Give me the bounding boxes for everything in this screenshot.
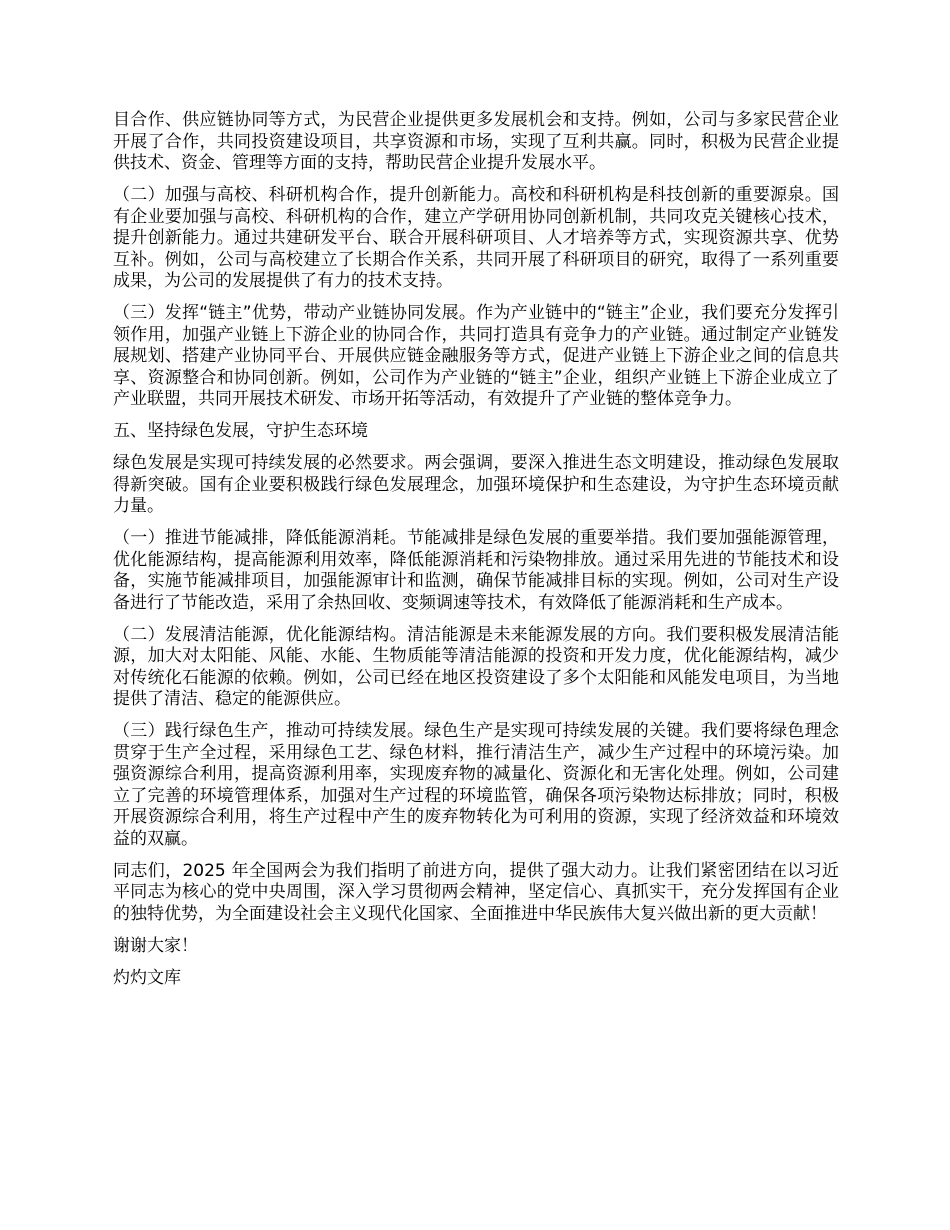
paragraph-thanks: 谢谢大家！ (113, 935, 198, 956)
paragraph-chain-leader: （三）发挥“链主”优势，带动产业链协同发展。作为产业链中的“链主”企业，我们要充分发挥引领作用，加强产业链上下游企业的协同合作，共同打造具有竞争力的产业链。通过制定产业链发展规划、搭建产业协同平台、开展供应链金融服务等方式，促进产业链上下游企业之间的信息共享、资源整合和协同创新。例如，公司作为产业链的“链主”企业，组织产业链上下游企业成立了产业联盟，共同开展技术研发、市场开拓等活动，有效提升了产业链的整体竞争力。 (113, 303, 839, 409)
paragraph-closing-remarks: 同志们，2025 年全国两会为我们指明了前进方向，提供了强大动力。让我们紧密团结在以习近平同志为核心的党中央周围，深入学习贯彻两会精神，坚定信心、真抓实干，充分发挥国有企业的独特优势，为全面建设社会主义现代化国家、全面推进中华民族伟大复兴做出新的更大贡献！ (113, 860, 839, 924)
section-heading-green-development: 五、坚持绿色发展，守护生态环境 (113, 421, 368, 441)
paragraph-university-cooperation: （二）加强与高校、科研机构合作，提升创新能力。高校和科研机构是科技创新的重要源泉。国有企业要加强与高校、科研机构的合作，建立产学研用协同创新机制，共同攻克关键核心技术，提升创新能力。通过共建研发平台、联合开展科研项目、人才培养等方式，实现资源共享、优势互补。例如，公司与高校建立了长期合作关系，共同开展了科研项目的研究，取得了一系列重要成果，为公司的发展提供了有力的技术支持。 (113, 185, 839, 291)
paragraph-green-intro: 绿色发展是实现可持续发展的必然要求。两会强调，要深入推进生态文明建设，推动绿色发展取得新突破。国有企业要积极践行绿色发展理念，加强环境保护和生态建设，为守护生态环境贡献力量。 (113, 453, 839, 516)
paragraph-clean-energy: （二）发展清洁能源，优化能源结构。清洁能源是未来能源发展的方向。我们要积极发展清洁能源，加大对太阳能、风能、水能、生物质能等清洁能源的投资和开发力度，优化能源结构，减少对传统化石能源的依赖。例如，公司已经在地区投资建设了多个太阳能和风能发电项目，为当地提供了清洁、稳定的能源供应。 (113, 624, 839, 709)
paragraph-green-production: （三）践行绿色生产，推动可持续发展。绿色生产是实现可持续发展的关键。我们要将绿色理念贯穿于生产全过程，采用绿色工艺、绿色材料，推行清洁生产，减少生产过程中的环境污染。加强资源综合利用，提高资源利用率，实现废弃物的减量化、资源化和无害化处理。例如，公司建立了完善的环境管理体系，加强对生产过程的环境监管，确保各项污染物达标排放；同时，积极开展资源综合利用，将生产过程中产生的废弃物转化为可利用的资源，实现了经济效益和环境效益的双赢。 (113, 721, 839, 849)
paragraph-energy-saving: （一）推进节能减排，降低能源消耗。节能减排是绿色发展的重要举措。我们要加强能源管理，优化能源结构，提高能源利用效率，降低能源消耗和污染物排放。通过采用先进的节能技术和设备，实施节能减排项目，加强能源审计和监测，确保节能减排目标的实现。例如，公司对生产设备进行了节能改造，采用了余热回收、变频调速等技术，有效降低了能源消耗和生产成本。 (113, 528, 839, 613)
document-page (113, 110, 839, 1000)
paragraph-source-footer: 灼灼文库 (113, 967, 181, 988)
paragraph-cooperation-private: 目合作、供应链协同等方式，为民营企业提供更多发展机会和支持。例如，公司与多家民营企业开展了合作，共同投资建设项目，共享资源和市场，实现了互利共赢。同时，积极为民营企业提供技术、资金、管理等方面的支持，帮助民营企业提升发展水平。 (113, 110, 839, 173)
